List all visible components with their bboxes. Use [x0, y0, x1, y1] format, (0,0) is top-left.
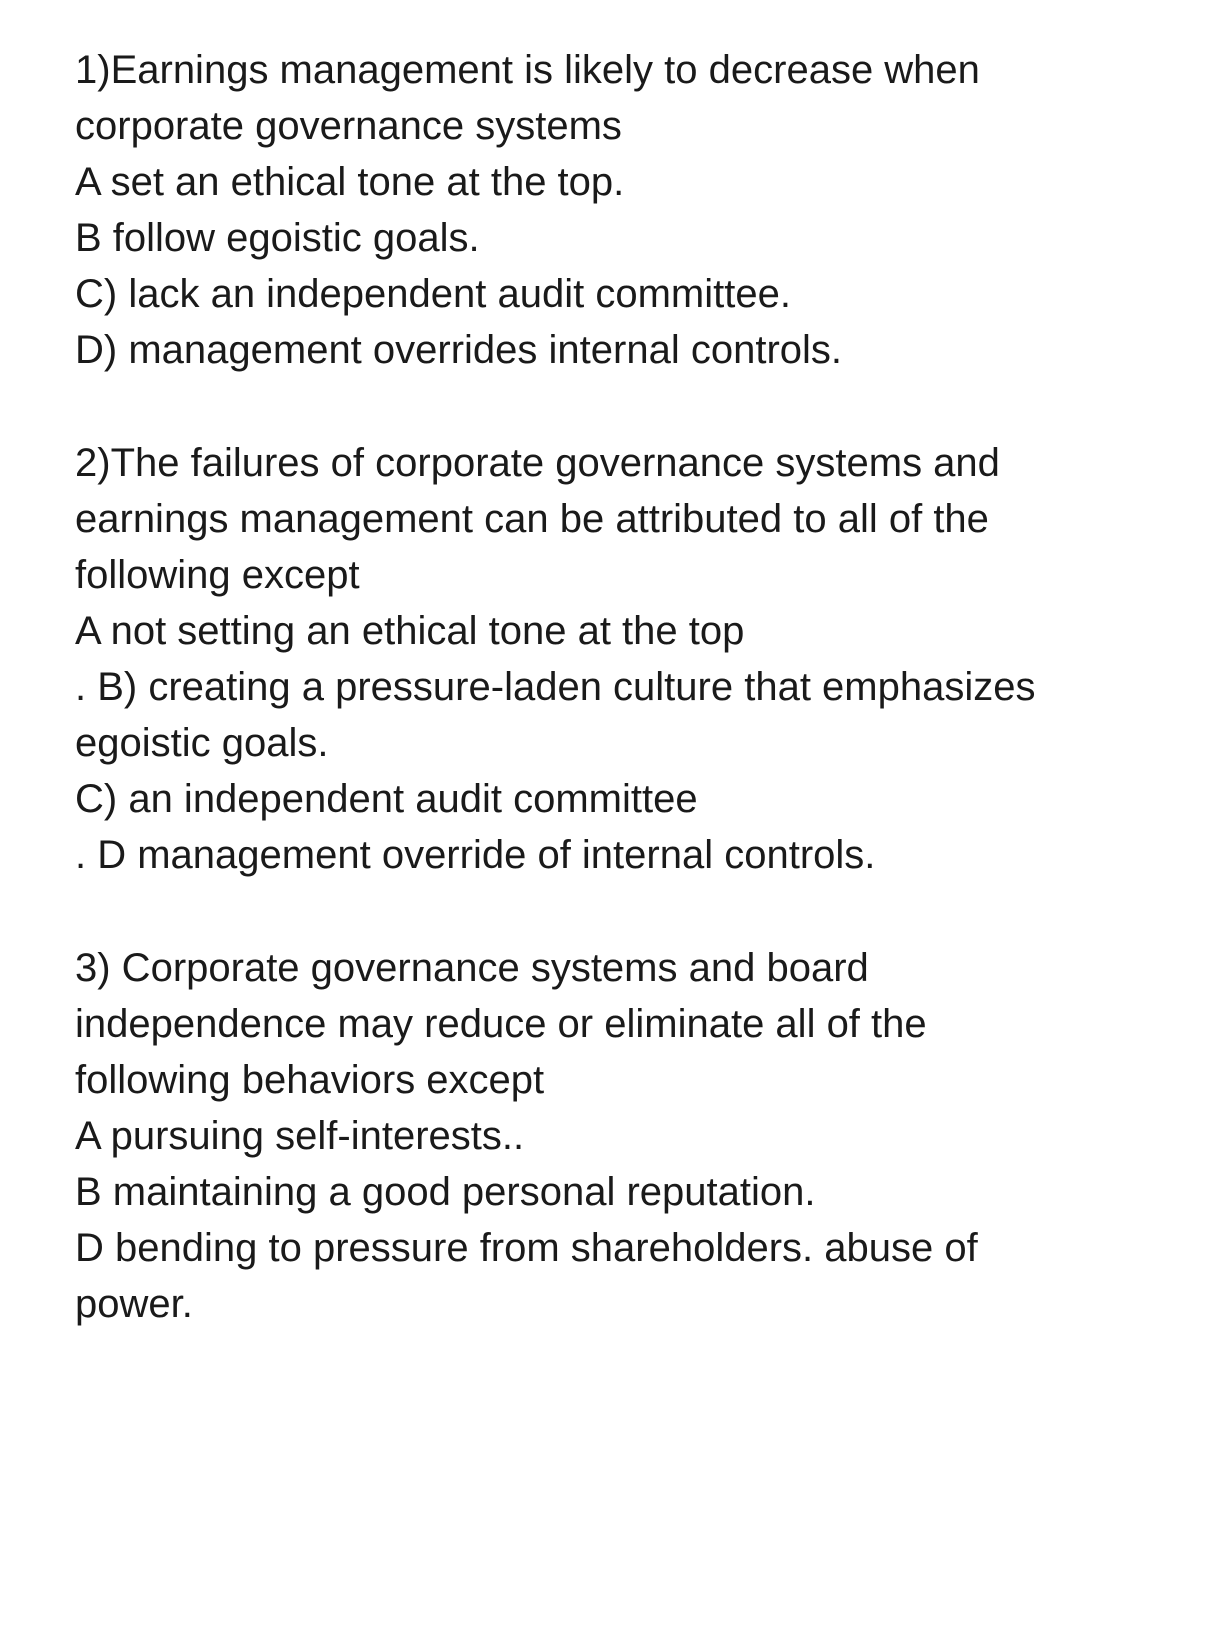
question-1-option-a: A set an ethical tone at the top. — [75, 160, 625, 204]
question-2-stem-line-2: earnings management can be attributed to all of the — [75, 497, 989, 541]
question-2-option-b-continued: egoistic goals. — [75, 721, 329, 765]
question-3-option-a: A pursuing self-interests.. — [75, 1114, 525, 1158]
question-2-stem-line-3: following except — [75, 553, 360, 597]
question-3-option-d: D bending to pressure from shareholders. abuse of — [75, 1226, 978, 1270]
question-3-stem-line-1: 3) Corporate governance systems and board — [75, 946, 869, 990]
question-1-option-c: C) lack an independent audit committee. — [75, 272, 791, 316]
question-2-option-b: . B) creating a pressure-laden culture that emphasizes — [75, 665, 1036, 709]
question-1-option-d: D) management overrides internal controls. — [75, 328, 843, 372]
question-3-stem-line-3: following behaviors except — [75, 1058, 545, 1102]
question-2-option-d: . D management override of internal controls. — [75, 833, 876, 877]
question-3-option-d-continued: power. — [75, 1282, 193, 1326]
question-2-option-c: C) an independent audit committee — [75, 777, 698, 821]
question-2-stem-line-1: 2)The failures of corporate governance systems and — [75, 441, 1000, 485]
question-1-stem-line-1: 1)Earnings management is likely to decrease when — [75, 48, 980, 92]
question-3-stem-line-2: independence may reduce or eliminate all of the — [75, 1002, 927, 1046]
question-1-stem-line-2: corporate governance systems — [75, 104, 622, 148]
question-3-option-b: B maintaining a good personal reputation. — [75, 1170, 816, 1214]
question-2-option-a: A not setting an ethical tone at the top — [75, 609, 745, 653]
question-1-option-b: B follow egoistic goals. — [75, 216, 480, 260]
